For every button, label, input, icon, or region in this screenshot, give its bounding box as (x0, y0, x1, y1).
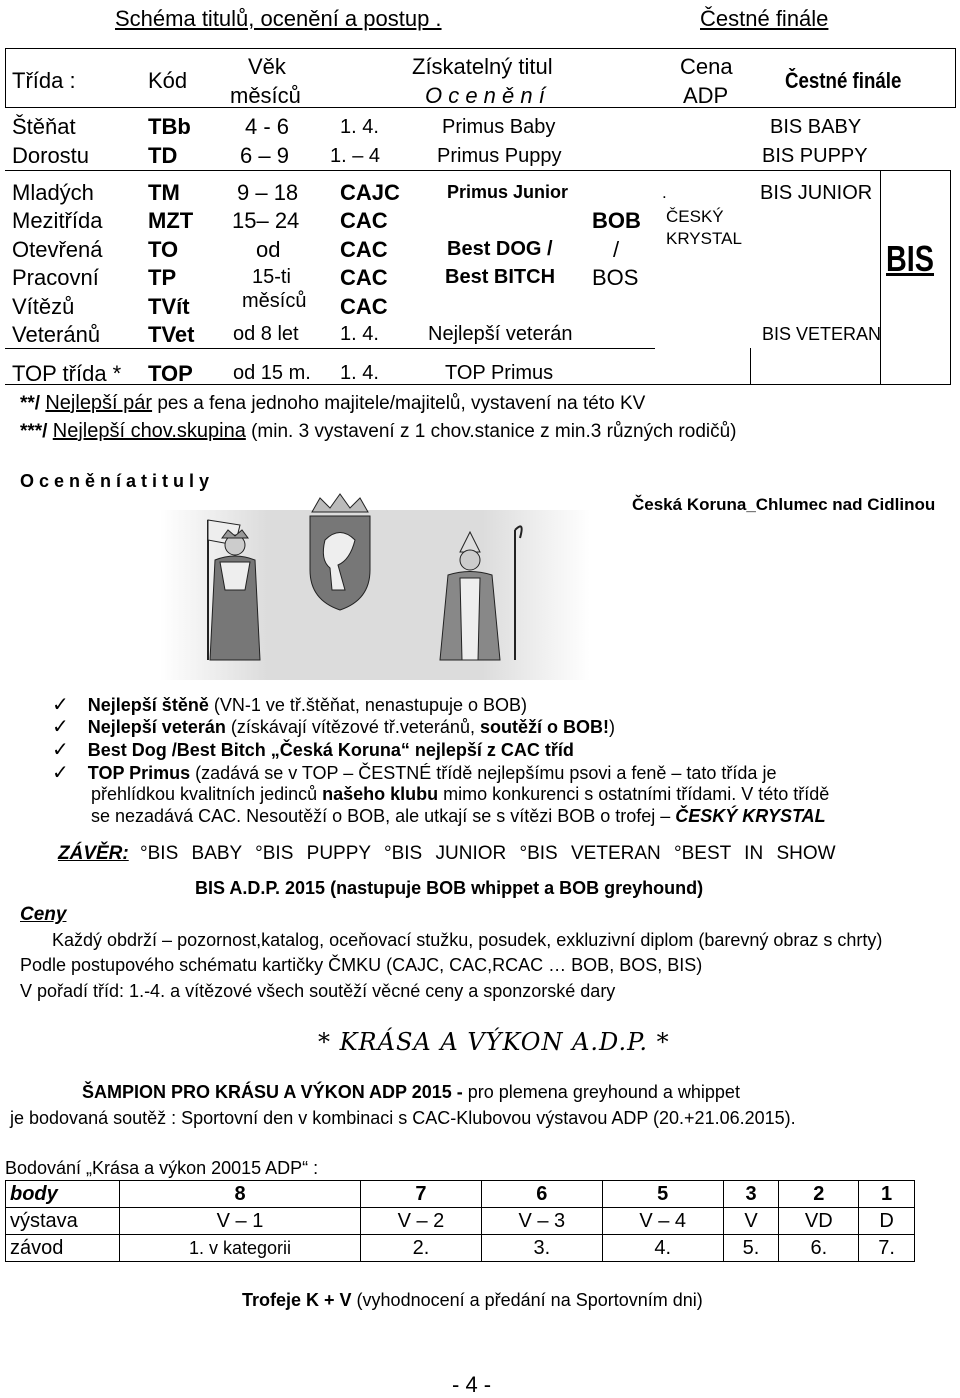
col-header-age-unit: měsíců (230, 83, 301, 108)
honor-final-heading: Čestné finále (700, 6, 829, 31)
col-header-title: Získatelný titul (412, 54, 553, 79)
row-final: BIS PUPPY (762, 145, 868, 167)
table-cell: 2. (361, 1235, 482, 1262)
table-cell: body (6, 1181, 120, 1208)
row-cert: CAC (340, 265, 388, 290)
bullet-text: se nezadává CAC. Nesoutěží o BOB, ale utkají se s vítězi BOB o trofej – (91, 806, 676, 826)
trophies-line (242, 1290, 703, 1311)
table-cell: 6 (481, 1181, 602, 1208)
row-age: od (256, 237, 281, 262)
bullet-best-veteran (52, 714, 615, 739)
table-cell: 1. v kategorii (120, 1235, 361, 1262)
points-caption: Bodování „Krása a výkon 20015 ADP“ : (5, 1158, 319, 1178)
bullet-bold: Nejlepší štěně (87, 695, 209, 715)
table-cell: V – 1 (120, 1208, 361, 1235)
row-age: 4 - 6 (245, 114, 290, 139)
prizes-line-3: V pořadí tříd: 1.-4. a vítězové všech soutěží věcné ceny a sponzorské dary (20, 981, 616, 1001)
row-class: Pracovní (12, 265, 99, 290)
bullet-text: (zadává se v TOP – ČESTNÉ třídě nejlepšímu psovi a feně – tato třída je (190, 763, 777, 783)
table-cell: 7. (859, 1235, 915, 1262)
bis-label: BIS (886, 238, 935, 279)
trophies-rest: (vyhodnocení a předání na Sportovním dni) (351, 1290, 703, 1310)
points-table (5, 1180, 915, 1262)
row-cert: CAJC (340, 180, 400, 205)
row-code: TO (148, 237, 179, 262)
bis-adp-label: BIS A.D.P. 2015 (195, 878, 326, 898)
table-cell: 7 (361, 1181, 482, 1208)
row-class: Štěňat (12, 114, 76, 139)
table-cell: V – 3 (481, 1208, 602, 1235)
col-header-code: Kód (148, 68, 188, 93)
bullet-best-dog (52, 737, 574, 762)
pair-title: Nejlepší pár (45, 392, 153, 414)
row-cert: CAC (340, 294, 388, 319)
table-cell: výstava (6, 1208, 120, 1235)
col-header-prize: Cena (680, 54, 733, 79)
row-class: Veteránů (12, 322, 101, 347)
col-header-class: Třída : (12, 68, 76, 93)
row-age: 15-ti (252, 266, 291, 288)
row-title: TOP Primus (445, 362, 554, 384)
champion-bold: ŠAMPION PRO KRÁSU A VÝKON ADP 2015 - (82, 1082, 463, 1102)
table-cell: 1 (859, 1181, 915, 1208)
bullet-top-primus (52, 760, 776, 785)
row-class: Vítězů (12, 294, 75, 319)
bullet-bold: Nejlepší veterán (87, 717, 226, 737)
pair-text: pes a fena jednoho majitele/majitelů, vystavení na této KV (152, 393, 646, 414)
bullet-text: (získávají vítězové tř.veteránů, (225, 717, 480, 737)
bullet-bold: našeho klubu (322, 784, 439, 804)
row-place: 1. 4. (340, 323, 379, 345)
row-code: TVít (148, 294, 190, 319)
check-icon: ✓ (52, 694, 69, 716)
conclusion-line (58, 843, 836, 865)
best-group-note (20, 420, 737, 443)
crown-caption: Česká Koruna_Chlumec nad Cidlinou (632, 495, 936, 514)
best-pair-note (20, 392, 645, 415)
row-class: Mladých (12, 180, 94, 205)
row-code: TOP (148, 361, 193, 386)
lion-shield (310, 494, 370, 610)
table-cell: D (859, 1208, 915, 1235)
bob-separator: / (613, 237, 620, 262)
table-cell: 3 (723, 1181, 779, 1208)
bullet-text: (VN-1 ve tř.štěňat, nenastupuje o BOB) (208, 695, 527, 715)
table-cell: závod (6, 1235, 120, 1262)
bullet-bold: TOP Primus (87, 763, 191, 783)
table-cell: VD (779, 1208, 859, 1235)
bis-adp-line (195, 878, 703, 899)
champion-rest: pro plemena greyhound a whippet (462, 1082, 740, 1102)
table-row (6, 1181, 915, 1208)
check-icon: ✓ (52, 762, 69, 784)
row-code: TM (148, 180, 180, 205)
col-header-final: Čestné finále (785, 68, 902, 93)
bullet-end: ) (608, 717, 615, 737)
group-text: (min. 3 vystavení z 1 chov.stanice z min.3 různých rodičů) (245, 421, 737, 442)
prizes-line-1: Každý obdrží – pozornost,katalog, oceňovací stužku, posudek, exkluzivní diplom (barevný obraz s chrty) (52, 930, 883, 950)
row-age: 6 – 9 (240, 143, 289, 168)
conclusion-label: ZÁVĚR: (58, 843, 129, 864)
bullet-top-primus-line2 (91, 784, 829, 805)
table-cell: V – 2 (361, 1208, 482, 1235)
row-class: Dorostu (12, 143, 90, 168)
row-final: BIS BABY (770, 116, 862, 138)
row-class: Mezitřída (12, 208, 103, 233)
row-cert: CAC (340, 237, 388, 262)
trophies-bold: Trofeje K + V (242, 1290, 352, 1310)
row-title: Nejlepší veterán (428, 323, 573, 345)
krystal-label-2: KRYSTAL (666, 229, 742, 248)
check-icon: ✓ (52, 739, 69, 761)
row-age: od 15 m. (233, 362, 311, 384)
bullet-bold: Best Dog /Best Bitch „Česká Koruna“ nejlepší z CAC tříd (87, 740, 574, 760)
row-age: 15– 24 (232, 208, 300, 233)
row-class: Otevřená (12, 237, 103, 262)
table-cell: 5. (723, 1235, 779, 1262)
row-cert: CAC (340, 208, 388, 233)
best-dog-label: Best DOG / (447, 238, 553, 260)
row-place: 1. – 4 (330, 145, 381, 167)
group-prefix: ***/ (20, 421, 53, 442)
row-code: TP (148, 265, 177, 290)
row-title: Primus Baby (442, 116, 556, 138)
page-number: - 4 - (452, 1372, 492, 1397)
champion-line-2: je bodovaná soutěž : Sportovní den v kombinaci s CAC-Klubovou výstavou ADP (20.+21.06.2015). (10, 1108, 796, 1128)
awards-heading: O c e n ě n í a t i t u l y (20, 471, 210, 491)
bullet-text: přehlídkou kvalitních jedinců (91, 784, 323, 804)
table-row (6, 1235, 915, 1262)
row-final: BIS JUNIOR (760, 182, 873, 204)
krystal-label-1: ČESKÝ (666, 207, 724, 226)
table-cell: 2 (779, 1181, 859, 1208)
table-cell: 5 (602, 1181, 723, 1208)
beauty-performance-title: * KRÁSA A VÝKON A.D.P. * (318, 1028, 670, 1056)
bob-label: BOB (592, 208, 641, 233)
row-class: TOP třída * (12, 361, 122, 386)
row-final: BIS VETERAN (762, 324, 882, 344)
check-icon: ✓ (52, 716, 69, 738)
bullet-bold: ČESKÝ KRYSTAL (675, 806, 826, 826)
pair-prefix: **/ (20, 393, 46, 414)
bullet-bold-2: soutěží o BOB! (479, 717, 609, 737)
table-row (6, 1208, 915, 1235)
table-cell: V – 4 (602, 1208, 723, 1235)
conclusion-items: °BIS BABY °BIS PUPPY °BIS JUNIOR °BIS VETERAN °BEST IN SHOW (140, 843, 836, 864)
row-age: od 8 let (233, 323, 299, 345)
champion-line-1 (82, 1082, 740, 1103)
prizes-heading: Ceny (20, 904, 67, 925)
doc-title: Schéma titulů, ocenění a postup . (115, 6, 442, 31)
table-cell: 3. (481, 1235, 602, 1262)
row-title: Primus Puppy (437, 145, 562, 167)
bullet-text: mimo konkurenci s ostatními třídami. V této třídě (438, 784, 830, 804)
best-bitch-label: Best BITCH (445, 266, 556, 288)
col-header-award: O c e n ě n í (425, 83, 545, 108)
row-place: 1. 4. (340, 362, 379, 384)
bos-label: BOS (592, 265, 639, 290)
row-code: TD (148, 143, 178, 168)
prizes-line-2: Podle postupového schématu kartičky ČMKU (CAJC, CAC,RCAC … BOB, BOS, BIS) (20, 955, 703, 975)
table-cell: 4. (602, 1235, 723, 1262)
row-code: TVet (148, 322, 195, 347)
dot-mark: . (662, 183, 667, 202)
row-age: měsíců (242, 290, 307, 312)
row-code: MZT (148, 208, 194, 233)
row-code: TBb (148, 114, 191, 139)
table-cell: V (723, 1208, 779, 1235)
row-place: 1. 4. (340, 116, 379, 138)
crest-illustration (160, 490, 590, 680)
group-title: Nejlepší chov.skupina (52, 420, 246, 442)
row-title: Primus Junior (447, 182, 569, 202)
bullet-top-primus-line3 (91, 806, 826, 827)
table-cell: 6. (779, 1235, 859, 1262)
col-header-prize-adp: ADP (683, 83, 729, 108)
row-age: 9 – 18 (237, 180, 299, 205)
bis-adp-note: (nastupuje BOB whippet a BOB greyhound) (325, 878, 704, 898)
col-header-age: Věk (248, 54, 286, 79)
table-cell: 8 (120, 1181, 361, 1208)
